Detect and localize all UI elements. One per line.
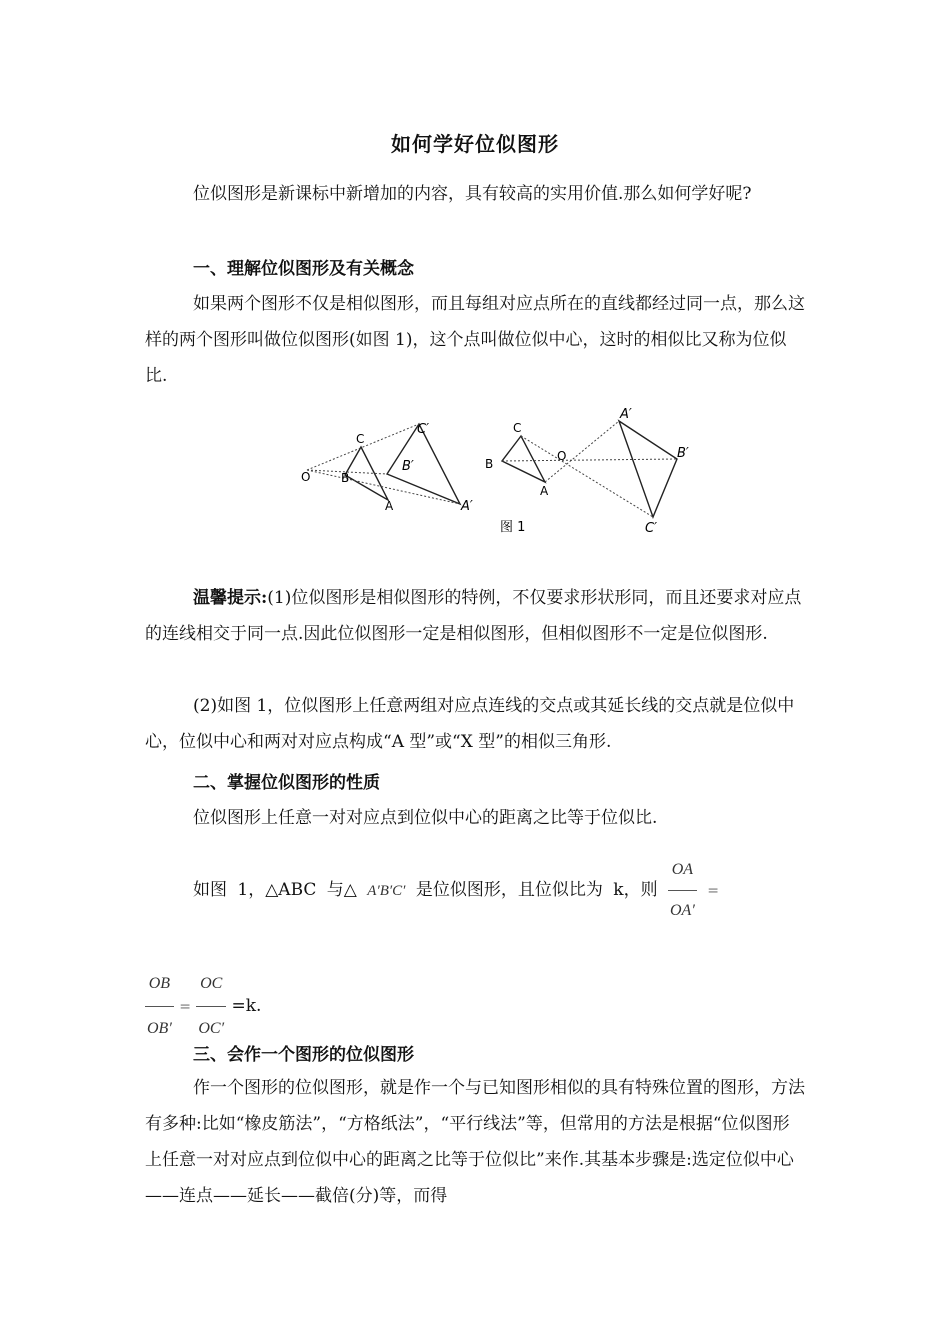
label-right-A1: A′ <box>620 407 632 422</box>
triangle-a1b1c1-right <box>619 421 677 517</box>
label-left-O: O <box>301 470 311 484</box>
fraction-ob-den: OB′ <box>147 1020 172 1037</box>
label-right-B1: B′ <box>677 446 689 461</box>
label-left-C: C <box>356 432 365 446</box>
fraction-ob-num: OB <box>145 962 174 1007</box>
section2-equation <box>145 962 805 1051</box>
tip1-paragraph <box>145 580 805 652</box>
example-prefix: 如图 1，△ABC 与△ <box>193 880 357 900</box>
tip1-text: (1)位似图形是相似图形的特例，不仅要求形状形同，而且还要求对应点的连线相交于同一点.因此位似图形一定是相似图形，但相似图形不一定是位似图形. <box>145 588 802 644</box>
fraction-oa <box>668 850 697 931</box>
label-left-C1: C′ <box>417 422 430 437</box>
page-title: 如何学好位似图形 <box>391 132 559 156</box>
section2-example <box>193 850 805 931</box>
label-right-C: C <box>513 421 522 435</box>
section2-body: 位似图形上任意一对对应点到位似中心的距离之比等于位似比. <box>193 808 658 828</box>
label-right-C1: C′ <box>645 521 658 536</box>
label-right-A: A <box>540 484 549 498</box>
fraction-oa-den: OA′ <box>670 902 695 919</box>
triangle-abc-right <box>502 436 545 482</box>
section1-body: 如果两个图形不仅是相似图形，而且每组对应点所在的直线都经过同一点，那么这样的两个图形叫做位似图形(如图 1)，这个点叫做位似中心，这时的相似比又称为位似比. <box>145 294 805 386</box>
label-right-B: B <box>485 457 494 471</box>
example-triangle: A′B′C′ <box>367 883 406 899</box>
fraction-ob <box>145 962 174 1051</box>
section1-heading: 一、理解位似图形及有关概念 <box>193 259 414 279</box>
section3-heading: 三、会作一个图形的位似图形 <box>193 1045 414 1065</box>
tips-label: 温馨提示: <box>193 588 268 608</box>
equals-sign-1: = <box>707 883 719 899</box>
figure-1 <box>295 400 705 550</box>
label-left-A1: A′ <box>461 499 473 514</box>
figure-right-triangles <box>502 421 677 517</box>
intro-paragraph: 位似图形是新课标中新增加的内容，具有较高的实用价值.那么如何学好呢? <box>193 184 752 204</box>
label-left-B: B <box>341 471 350 485</box>
tip2-paragraph: (2)如图 1，位似图形上任意两组对应点连线的交点或其延长线的交点就是位似中心，位似中心和两对对应点构成“A 型”或“X 型”的相似三角形. <box>145 696 795 752</box>
fraction-oc-num: OC <box>196 962 226 1007</box>
label-left-B1: B′ <box>402 459 414 474</box>
label-right-O: O <box>557 449 567 463</box>
label-left-A: A <box>385 499 394 513</box>
example-middle: 是位似图形，且位似比为 k，则 <box>415 880 658 900</box>
triangle-abc-left <box>345 447 388 500</box>
equals-sign-2: = <box>179 999 191 1015</box>
fraction-oa-num: OA <box>668 850 697 891</box>
figure-caption: 图 1 <box>500 520 526 535</box>
fraction-oc <box>196 962 226 1051</box>
section3-body: 作一个图形的位似图形，就是作一个与已知图形相似的具有特殊位置的图形，方法有多种:比如“橡皮筋法”，“方格纸法”，“平行线法”等，但常用的方法是根据“位似图形上任意一对对应点到位似中心的距离之比等于位似比”来作.其基本步骤是:选定位似中心——连点——延长——截倍(分)等，而得 <box>145 1078 805 1206</box>
fraction-oc-den: OC′ <box>198 1020 225 1037</box>
equation-result: =k. <box>231 996 262 1016</box>
figure-right-rays <box>502 421 677 517</box>
section2-heading: 二、掌握位似图形的性质 <box>193 773 380 793</box>
